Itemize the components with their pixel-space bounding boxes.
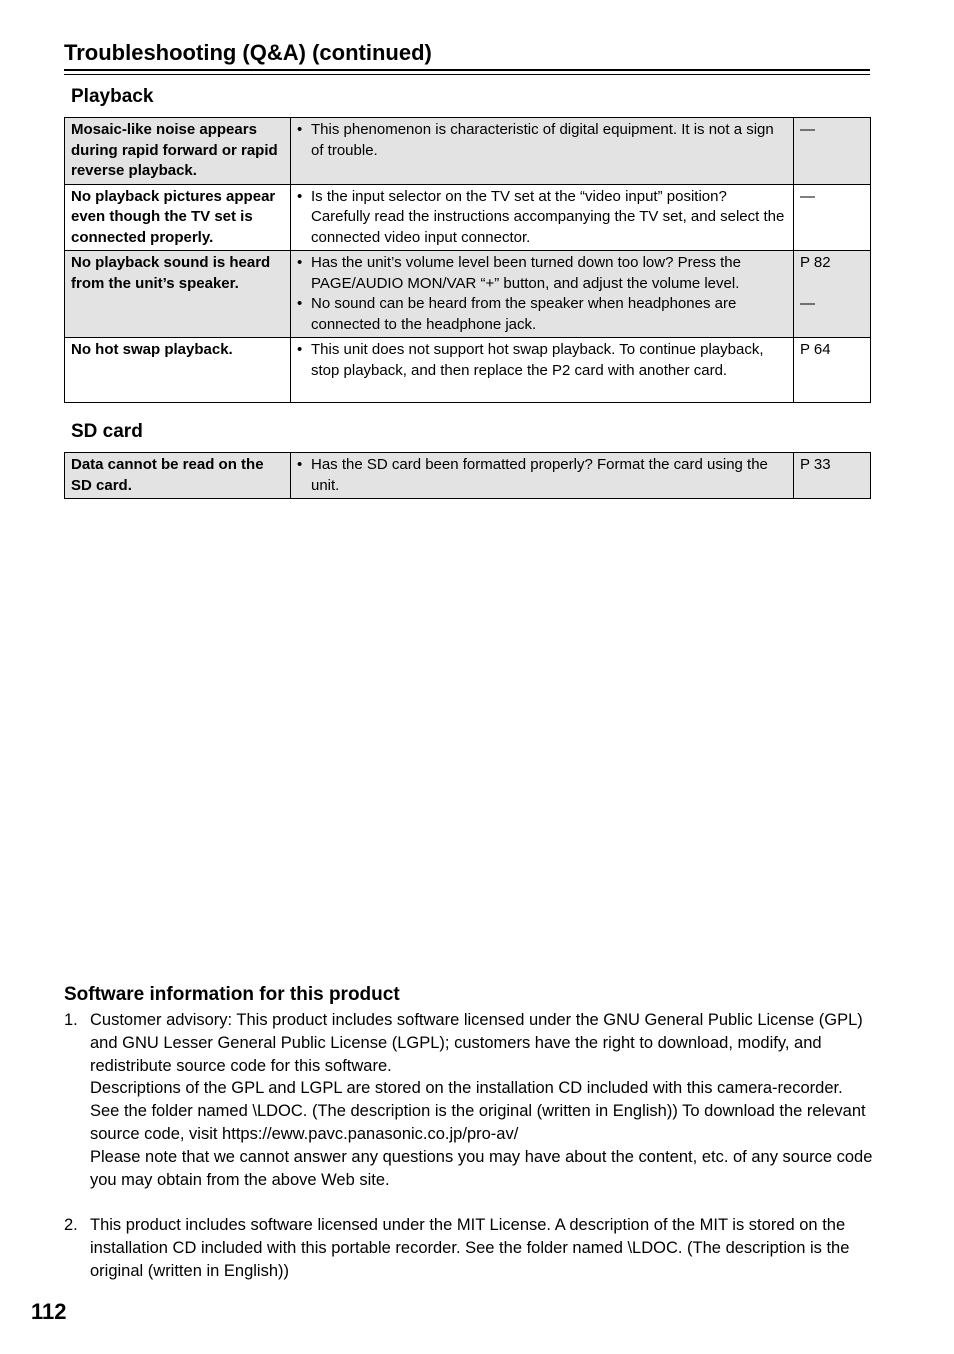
title-rule (64, 69, 870, 71)
section-heading-playback: Playback (71, 86, 154, 107)
title-rule-thin (64, 74, 870, 75)
page-reference: P 82 (800, 254, 831, 271)
paragraph: Descriptions of the GPL and LGPL are stored on the installation CD included with this camera-recorder. See the folder named \LDOC. (The description is the original (written in English)) To download the relevant source code, visit https://eww.pavc.panasonic.co.jp/pro-av/ (90, 1079, 866, 1143)
paragraph: This product includes software licensed under the MIT License. A description of the MIT is stored on the installation CD included with this portable recorder. See the folder named \LDOC. (The description is the original (written in English)) (90, 1216, 850, 1280)
paragraph: Customer advisory: This product includes software licensed under the GNU General Public License (GPL) and GNU Lesser General Public License (LGPL); customers have the right to download, modify, and redistribute source code for this software. (90, 1011, 863, 1075)
bullet-mark: • (297, 295, 303, 312)
paragraph: Please note that we cannot answer any questions you may have about the content, etc. of any source code you may obtain from the above Web site. (90, 1147, 873, 1189)
bullet-mark: • (297, 254, 303, 271)
answer-cell (291, 251, 794, 338)
reference-cell (794, 338, 871, 403)
answer-bullet: • This unit does not support hot swap playback. To continue playback, stop playback, and then replace the P2 card with another card. (297, 340, 787, 381)
page-reference: P 33 (800, 456, 831, 473)
page-reference: — (800, 295, 815, 312)
playback-table (64, 117, 871, 403)
reference-cell (794, 453, 871, 499)
section-heading-sd-card: SD card (71, 421, 143, 442)
table-row (65, 338, 871, 403)
reference-cell (794, 118, 871, 185)
page-reference: — (800, 121, 815, 138)
list-item (64, 1009, 874, 1191)
answer-bullet: • This phenomenon is characteristic of digital equipment. It is not a sign of trouble. (297, 120, 787, 161)
bullet-mark: • (297, 456, 303, 473)
page-reference: P 64 (800, 341, 831, 358)
item-body (90, 1214, 874, 1282)
item-number: 1. (64, 1011, 78, 1029)
question-cell: No hot swap playback. (65, 338, 291, 403)
table-row (65, 251, 871, 338)
table-row (65, 184, 871, 251)
item-body (90, 1009, 874, 1191)
answer-bullet: • Is the input selector on the TV set at the “video input” position? Carefully read the instructions accompanying the TV set, and select the connected video input connector. (297, 187, 787, 249)
bullet-mark: • (297, 121, 303, 138)
answer-cell (291, 338, 794, 403)
question-cell: Mosaic-like noise appears during rapid forward or rapid reverse playback. (65, 118, 291, 185)
page-title: Troubleshooting (Q&A) (continued) (64, 40, 432, 65)
answer-cell (291, 184, 794, 251)
list-item (64, 1214, 874, 1282)
software-info-heading: Software information for this product (64, 984, 400, 1005)
question-cell: No playback pictures appear even though the TV set is connected properly. (65, 184, 291, 251)
sd-card-table (64, 452, 871, 499)
question-cell: No playback sound is heard from the unit’s speaker. (65, 251, 291, 338)
item-number: 2. (64, 1216, 78, 1235)
answer-bullet: • No sound can be heard from the speaker when headphones are connected to the headphone jack. (297, 294, 787, 335)
answer-bullet: • Has the unit’s volume level been turned down too low? Press the PAGE/AUDIO MON/VAR “+” button, and adjust the volume level. (297, 253, 787, 294)
question-cell: Data cannot be read on the SD card. (65, 453, 291, 499)
table-row (65, 118, 871, 185)
bullet-mark: • (297, 341, 303, 358)
software-info-list (64, 1009, 874, 1283)
page-number: 112 (31, 1299, 67, 1324)
answer-bullet: • Has the SD card been formatted properly? Format the card using the unit. (297, 455, 787, 496)
page-reference: — (800, 187, 815, 205)
table-row (65, 453, 871, 499)
bullet-mark: • (297, 187, 303, 205)
answer-cell (291, 453, 794, 499)
reference-cell (794, 251, 871, 338)
reference-cell (794, 184, 871, 251)
answer-cell (291, 118, 794, 185)
